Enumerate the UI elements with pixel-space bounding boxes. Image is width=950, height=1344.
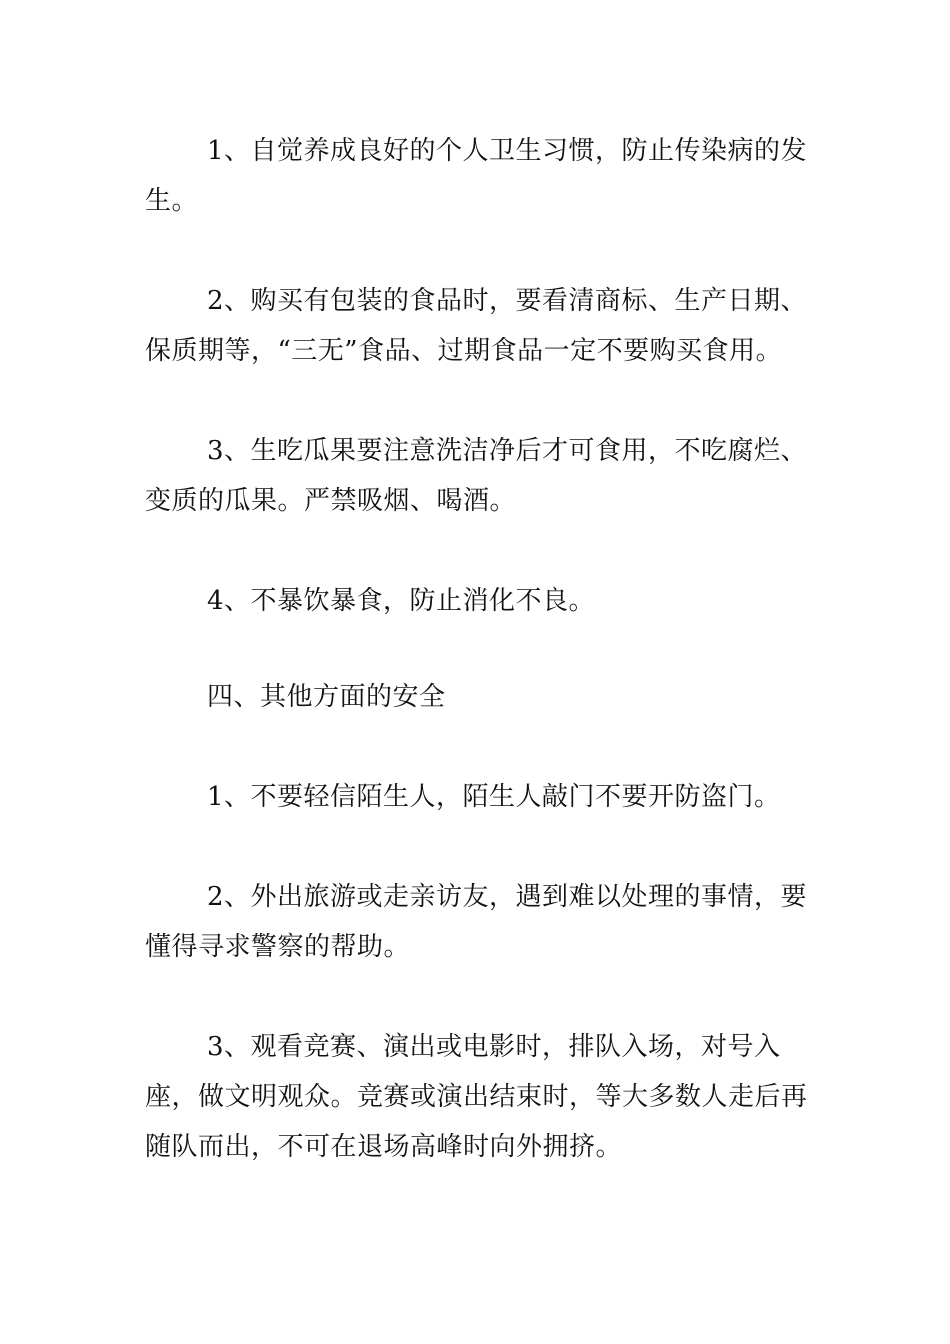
paragraph-seek-police-help: 2、外出旅游或走亲访友，遇到难以处理的事情，要懂得寻求警察的帮助。 bbox=[145, 882, 808, 962]
paragraph-fruit-hygiene: 3、生吃瓜果要注意洗洁净后才可食用，不吃腐烂、变质的瓜果。严禁吸烟、喝酒。 bbox=[145, 436, 808, 516]
paragraph-packaged-food: 2、购买有包装的食品时，要看清商标、生产日期、保质期等，“三无”食品、过期食品一定不要购买食用。 bbox=[145, 286, 808, 366]
section-heading-other-safety: 四、其他方面的安全 bbox=[207, 682, 446, 712]
paragraph-hygiene-habits: 1、自觉养成良好的个人卫生习惯，防止传染病的发生。 bbox=[145, 136, 808, 216]
paragraph-strangers: 1、不要轻信陌生人，陌生人敲门不要开防盗门。 bbox=[207, 782, 781, 812]
paragraph-event-etiquette: 3、观看竞赛、演出或电影时，排队入场，对号入座，做文明观众。竞赛或演出结束时，等大多数人走后再随队而出，不可在退场高峰时向外拥挤。 bbox=[145, 1032, 808, 1162]
paragraph-overeating: 4、不暴饮暴食，防止消化不良。 bbox=[207, 586, 596, 616]
